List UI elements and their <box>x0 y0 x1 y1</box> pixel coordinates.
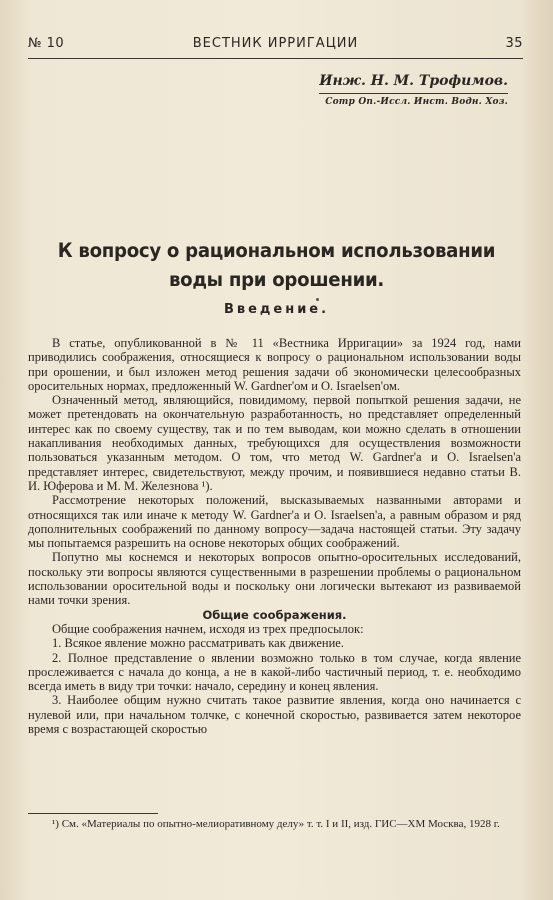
article-title <box>38 236 515 294</box>
header-rule <box>28 58 523 59</box>
paragraph: 3. Наиболее общим нужно считать такое развитие явления, когда оно начинается с нулевой или, при начальном толчке, с конечной скоростью, развивается затем некоторое время с возрастающей скоростью <box>28 693 521 737</box>
author-affiliation: Сотр Оп.-Иссл. Инст. Водн. Хоз. <box>325 97 508 107</box>
paragraph: 2. Полное представление о явлении возможно только в том случае, когда явление прослеживается с начала до конца, а не в какой-либо частичный период, т. е. необходимо всегда иметь в виду три точки: начало, середину и конец явления. <box>28 650 521 694</box>
paragraph: В статье, опубликованной в № 11 «Вестника Ирригации» за 1924 год, нами приводились соображения, относящиеся к вопросу о рациональном использовании воды при орошении, и был изложен метод решения задачи об экономически целесообразных оросительных нормах, предложенный W. Gardner'ом и O. Israelsen'ом. <box>28 336 521 393</box>
section-heading-general: Общие соображения. <box>202 607 347 622</box>
section-heading-intro: Введение. <box>223 302 330 317</box>
print-speck <box>316 298 319 301</box>
running-header <box>28 36 523 56</box>
paragraph: Попутно мы коснемся и некоторых вопросов опытно-оросительных исследований, поскольку эти вопросы являются существенными в разрешении проблемы о рациональном использовании оросительной воды и поскольку они логически вытекают из развиваемой нами точки зрения. <box>28 550 521 608</box>
footnote-rule <box>28 813 158 814</box>
journal-title: ВЕСТНИК ИРРИГАЦИИ <box>192 36 359 51</box>
footnote-text: ¹) См. «Материалы по опытно-мелиоративному делу» т. т. I и II, изд. ГИС—ХМ Москва, 1928 г. <box>52 818 500 830</box>
article-title-line-2: воды при орошении. <box>168 268 385 291</box>
paragraph: Общие соображения начнем, исходя из трех предпосылок: <box>52 621 364 636</box>
footnote <box>28 818 521 831</box>
issue-number: № 10 <box>28 36 65 51</box>
paragraph: Рассмотрение некоторых положений, высказываемых названными авторами и относящихся так или иначе к методу W. Gardner'a и O. Israelsen'a, а равным образом и ряд дополнительных соображений по данному вопросу—задача настоящей статьи. Эту задачу мы попытаемся разрешить на основе некоторых общих соображений. <box>28 493 521 551</box>
paragraph: Означенный метод, являющийся, повидимому, первой попыткой решения задачи, не может претендовать на окончательную разработанность, но представляет определенный интерес как по своему существу, так и по тем выводам, кои можно сделать в отношении накапливания необходимых данных, требующихся для осуществления возможности пользоваться указанным методом. О том, что метод W. Gardner'a и O. Israelsen'a представляет интерес, свидетельствуют, между прочим, и появившиеся недавно статьи В. И. Юферова и М. М. Железнова ¹). <box>28 393 521 493</box>
article-title-line-1: К вопросу о рациональном использовании <box>57 239 496 262</box>
page-number: 35 <box>505 36 523 51</box>
article-body <box>28 336 521 736</box>
author-name: Инж. Н. М. Трофимов. <box>319 73 508 94</box>
author-block <box>319 70 508 107</box>
paragraph: 1. Всякое явление можно рассматривать как движение. <box>52 636 344 651</box>
